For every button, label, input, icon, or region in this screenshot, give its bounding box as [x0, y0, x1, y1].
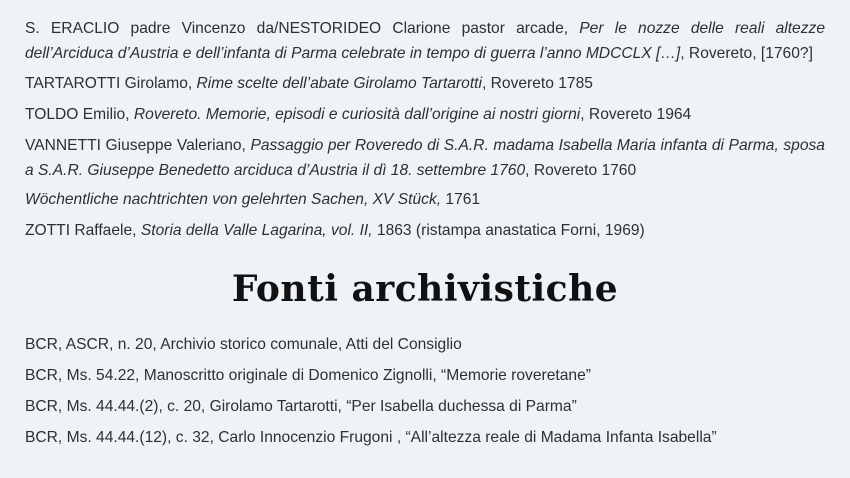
entry-publication: , Rovereto 1785	[481, 75, 593, 92]
archival-source-item: BCR, Ms. 54.22, Manoscritto originale di Domenico Zignolli, “Memorie roveretane”	[25, 367, 591, 384]
bibliography-entry	[25, 219, 825, 244]
entry-publication: , Rovereto, [1760?]	[680, 44, 813, 62]
entry-author: ZOTTI Raffaele,	[25, 222, 141, 239]
entry-publication: , Rovereto 1964	[580, 106, 692, 123]
entry-title: Passaggio per Roveredo di S.A.R. madama Isabella Maria infanta di Parma, sposa a S.A.R. Giuseppe Benedetto arciduca d’Austria il dì 18. settembre 1760	[25, 137, 825, 179]
bibliography-entry	[25, 188, 825, 213]
entry-title: Wöchentliche nachtrichten von gelehrten Sachen, XV Stück,	[25, 191, 442, 208]
entry-publication: 1863 (ristampa anastatica Forni, 1969)	[372, 222, 645, 239]
archival-source-item: BCR, Ms. 44.44.(12), c. 32, Carlo Innocenzio Frugoni , “All’altezza reale di Madama Infanta Isabella”	[25, 429, 717, 446]
entry-author: TOLDO Emilio,	[25, 106, 134, 123]
bibliography-entry	[25, 103, 825, 128]
entry-author: TARTAROTTI Girolamo,	[25, 75, 197, 92]
bibliography-entry	[25, 72, 825, 97]
entry-title: Rovereto. Memorie, episodi e curiosità dall’origine ai nostri giorni	[133, 106, 581, 123]
entry-publication: 1761	[441, 191, 481, 208]
entry-title: Storia della Valle Lagarina, vol. II,	[140, 222, 373, 239]
archival-source-item: BCR, Ms. 44.44.(2), c. 20, Girolamo Tartarotti, “Per Isabella duchessa di Parma”	[25, 398, 577, 415]
entry-author: S. ERACLIO padre Vincenzo da/NESTORIDEO Clarione pastor arcade,	[25, 20, 580, 37]
entry-publication: , Rovereto 1760	[525, 161, 637, 179]
section-heading: Fonti archivistiche	[231, 268, 619, 310]
entry-title: Rime scelte dell’abate Girolamo Tartarotti	[196, 75, 482, 92]
bibliography-entry	[25, 17, 825, 66]
entry-title: Per le nozze delle reali altezze dell’Arciduca d’Austria e dell’infanta di Parma celebrate in tempo di guerra l’anno MDCCLX […]	[25, 20, 825, 62]
archival-source-item: BCR, ASCR, n. 20, Archivio storico comunale, Atti del Consiglio	[25, 336, 462, 353]
entry-author: VANNETTI Giuseppe Valeriano,	[25, 137, 251, 154]
bibliography-entry	[25, 134, 825, 183]
